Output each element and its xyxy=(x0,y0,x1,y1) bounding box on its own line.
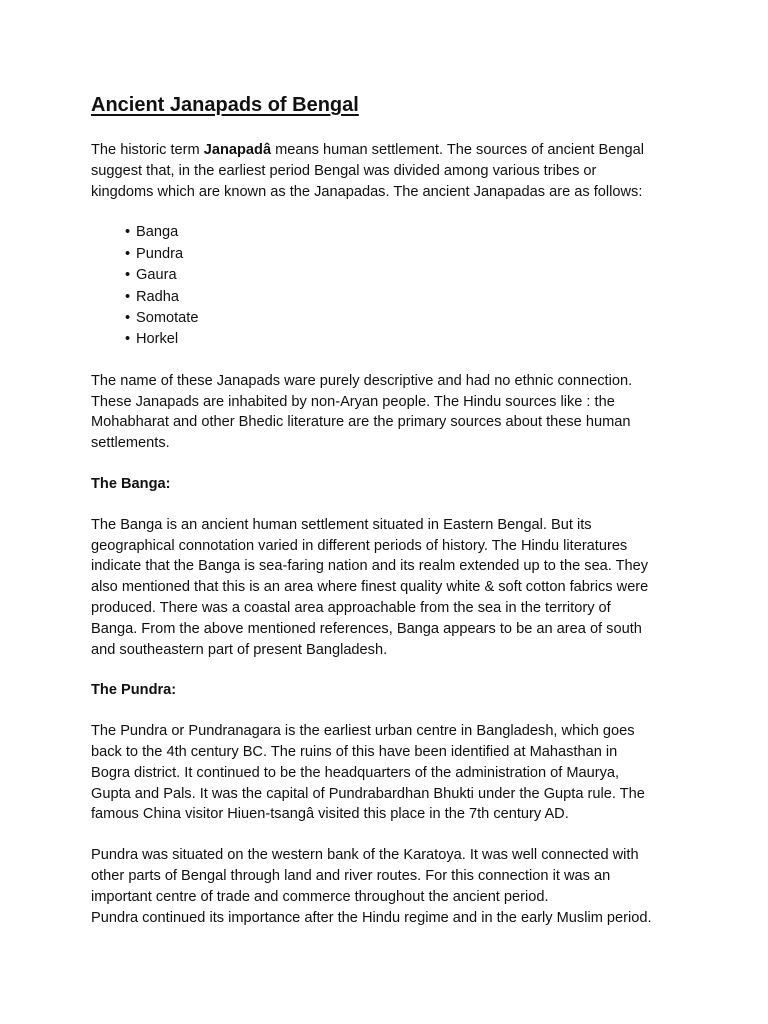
list-item xyxy=(125,329,691,350)
bullet-icon: • xyxy=(125,310,131,327)
pundra-paragraph-1 xyxy=(91,721,691,825)
description-line: The name of these Janapads ware purely descriptive and had no ethnic connection. xyxy=(91,372,633,389)
list-item xyxy=(125,222,691,243)
pundra-line: Pundra continued its importance after the Hindu regime and in the early Muslim period. xyxy=(91,909,652,926)
banga-line: The Banga is an ancient human settlement situated in Eastern Bengal. But its xyxy=(91,516,592,533)
list-item-label: Banga xyxy=(136,224,179,241)
bullet-icon: • xyxy=(125,288,131,305)
description-line: Mohabharat and other Bhedic literature are the primary sources about these human xyxy=(91,414,631,431)
intro-line-3: kingdoms which are known as the Janapadas. The ancient Janapadas are as follows: xyxy=(91,183,643,200)
intro-line-1 xyxy=(91,140,691,161)
document-title: Ancient Janapads of Bengal xyxy=(91,94,359,116)
pundra-line: Bogra district. It continued to be the headquarters of the administration of Maurya, xyxy=(91,764,620,781)
intro-line-1-pre: The historic term xyxy=(91,142,204,158)
banga-paragraph xyxy=(91,515,691,661)
description-paragraph xyxy=(91,371,691,454)
intro-line-2: suggest that, in the earliest period Bengal was divided among various tribes or xyxy=(91,162,597,179)
list-item-label: Somotate xyxy=(136,310,199,327)
list-item-label: Pundra xyxy=(136,245,184,262)
list-item xyxy=(125,265,691,286)
bullet-icon: • xyxy=(125,331,131,348)
janapada-list xyxy=(91,222,691,350)
pundra-line: Pundra was situated on the western bank of the Karatoya. It was well connected with xyxy=(91,847,639,864)
intro-paragraph xyxy=(91,140,691,202)
pundra-line: Gupta and Pals. It was the capital of Pundrabardhan Bhukti under the Gupta rule. The xyxy=(91,785,645,802)
bullet-icon: • xyxy=(125,267,131,284)
description-line: settlements. xyxy=(91,435,170,452)
pundra-paragraph-2 xyxy=(91,845,691,928)
pundra-line: back to the 4th century BC. The ruins of this have been identified at Mahasthan in xyxy=(91,743,618,760)
list-item xyxy=(125,308,691,329)
section-heading-banga: The Banga: xyxy=(91,476,171,493)
list-item xyxy=(125,244,691,265)
pundra-line: The Pundra or Pundranagara is the earliest urban centre in Bangladesh, which goes xyxy=(91,723,635,740)
banga-line: Banga. From the above mentioned references, Banga appears to be an area of south xyxy=(91,620,642,637)
banga-line: produced. There was a coastal area approachable from the sea in the territory of xyxy=(91,600,611,616)
intro-line-1-post: means human settlement. The sources of ancient Bengal xyxy=(271,142,644,158)
pundra-line: other parts of Bengal through land and river routes. For this connection it was an xyxy=(91,867,611,884)
bullet-icon: • xyxy=(125,224,131,241)
list-item-label: Gaura xyxy=(136,267,177,284)
banga-line: and southeastern part of present Bangladesh. xyxy=(91,641,388,658)
banga-line: also mentioned that this is an area where finest quality white & soft cotton fabrics were xyxy=(91,579,649,596)
banga-line: geographical connotation varied in different periods of history. The Hindu literatures xyxy=(91,537,628,554)
janapada-term: Janapadâ xyxy=(203,142,272,158)
list-item-label: Horkel xyxy=(136,331,179,348)
pundra-line: famous China visitor Hiuen-tsangâ visited this place in the 7th century AD. xyxy=(91,806,569,823)
list-item-label: Radha xyxy=(136,288,180,305)
description-line: These Janapads are inhabited by non-Aryan people. The Hindu sources like : the xyxy=(91,393,615,410)
section-heading-pundra: The Pundra: xyxy=(91,682,177,699)
bullet-icon: • xyxy=(125,245,131,262)
banga-line: indicate that the Banga is sea-faring nation and its realm extended up to the sea. They xyxy=(91,558,649,575)
document-page xyxy=(91,91,691,928)
pundra-line: important centre of trade and commerce throughout the ancient period. xyxy=(91,888,549,905)
list-item xyxy=(125,287,691,308)
